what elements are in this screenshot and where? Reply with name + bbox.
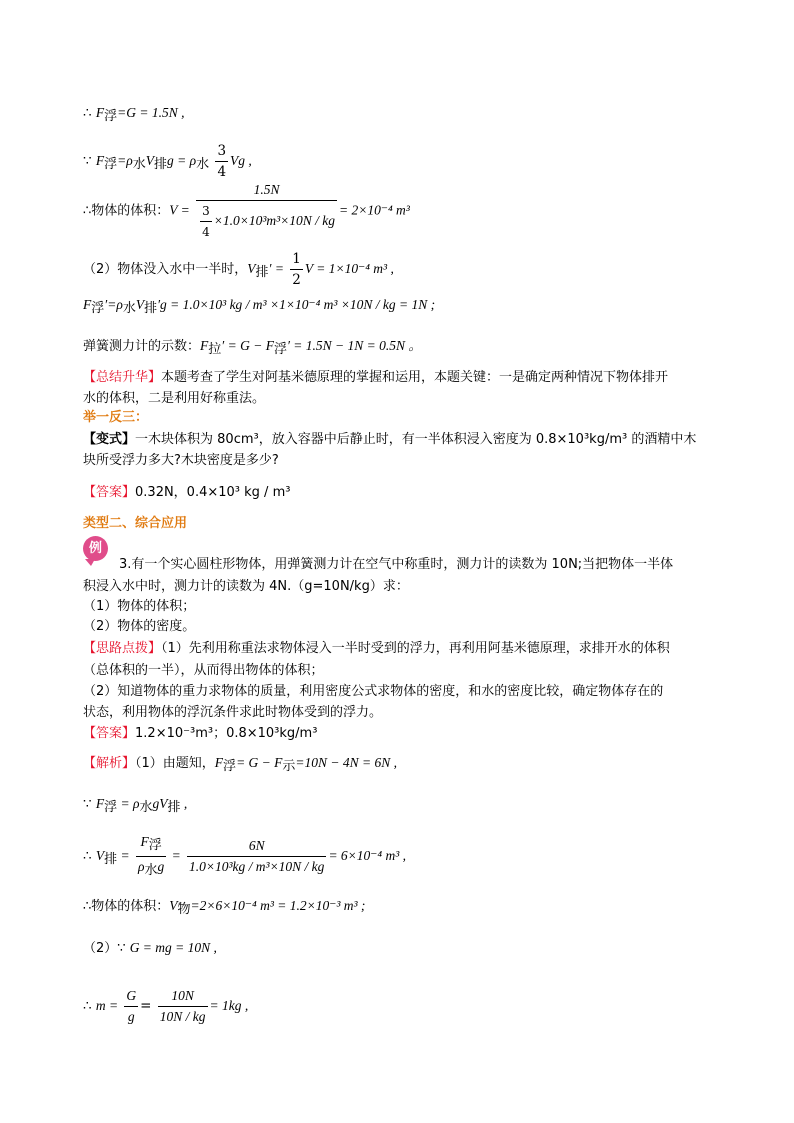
subscript: 浮 — [104, 109, 118, 124]
equation-text: V = — [169, 202, 190, 218]
answer-text: 1.2×10⁻³m³；0.8×10³kg/m³ — [135, 726, 318, 741]
label-text: （2）∵ — [83, 941, 130, 956]
hint-line-2: （总体积的一半），从而得出物体的体积； — [83, 663, 324, 678]
subscript: 排 — [167, 800, 181, 815]
answer-label: 【答案】 — [83, 485, 136, 500]
summary-text: 水的体积，二是利用好称重法。 — [83, 391, 266, 406]
fraction-denominator: 2 — [290, 269, 303, 289]
equation-text: =2×6×10⁻⁴ m³ = 1.2×10⁻³ m³ ; — [190, 898, 366, 913]
question-part-1: （1）物体的体积； — [83, 599, 196, 614]
equation-weight — [83, 939, 217, 958]
therefore-symbol: ∴ — [83, 105, 96, 121]
subscript: 水 — [132, 157, 146, 172]
label-text: 弹簧测力计的示数： — [83, 339, 201, 354]
equation-text: = 2×10⁻⁴ m³ — [339, 202, 410, 218]
hint-line-3: （2）知道物体的重力求物体的质量，利用密度公式求物体的密度，和水的密度比较，确定物体存在的 — [83, 684, 664, 699]
equation-text: V = 1×10⁻⁴ m³ , — [304, 261, 394, 276]
equation-volume — [83, 181, 410, 241]
answer-label: 【答案】 — [83, 726, 136, 741]
equation-text: ′ = — [268, 261, 284, 276]
question-text: 3.有一个实心圆柱形物体，用弹簧测力计在空气中称重时，测力计的读数为 10N;当把物体一半体 — [119, 557, 674, 572]
therefore-symbol: ∴ — [83, 998, 96, 1014]
summary-line-1 — [83, 369, 668, 387]
label-text: （2）物体没入水中一半时， — [83, 262, 248, 277]
equation-half-volume — [83, 250, 394, 289]
equation-archimedes — [83, 142, 252, 181]
force-symbol: F — [200, 338, 209, 353]
subscript: 浮 — [104, 157, 118, 172]
question-line-2 — [83, 578, 409, 596]
fraction — [136, 833, 166, 880]
denominator-text: ×1.0×10³m³×10N / kg — [213, 213, 336, 228]
equation-archimedes-2 — [83, 795, 187, 817]
equation-text: , — [180, 796, 188, 811]
subscript: 物 — [177, 902, 191, 917]
fraction-denominator: 1.0×10³kg / m³×10N / kg — [187, 856, 326, 876]
equation-object-volume — [83, 897, 365, 919]
analysis-label: 【解析】 — [83, 756, 136, 771]
example-badge-icon: 例 — [83, 536, 108, 561]
subscript: 浮 — [273, 342, 287, 357]
equation-text: G = mg = 10N , — [129, 940, 217, 955]
subscript: 示 — [282, 759, 296, 774]
subscript: 水 — [196, 157, 210, 172]
equation-text: ′ = 1.5N − 1N = 0.5N 。 — [286, 338, 422, 353]
subscript: 拉 — [208, 342, 222, 357]
label-text: ∴物体的体积： — [83, 203, 170, 219]
equation-mass: ∴ m = $\frac{G}{g}$ = $\frac{10N}{10N / kg}$ = 1kg , — [83, 988, 249, 1024]
subscript: 水 — [122, 301, 136, 316]
fraction-numerator — [136, 833, 166, 856]
equation-displaced-volume — [83, 833, 406, 880]
subscript: 排 — [144, 301, 158, 316]
equation-text: g = ρ — [167, 153, 197, 168]
equation-text: V — [145, 153, 155, 168]
analysis-text: （1）由题知， — [135, 756, 215, 771]
equation-text: Vg , — [230, 153, 252, 168]
subscript: 水 — [139, 800, 153, 815]
fraction — [124, 987, 138, 1026]
because-symbol: ∵ — [83, 153, 96, 169]
answer-1 — [83, 484, 290, 502]
type-heading: 类型二、综合应用 — [83, 516, 188, 531]
equation-text: = ρ — [117, 796, 140, 811]
fraction-numerator: 6N — [248, 838, 265, 853]
force-symbol: F — [95, 796, 105, 811]
subscript: 排 — [154, 157, 168, 172]
equation-text: V — [247, 261, 256, 276]
equation-text: V — [135, 297, 145, 312]
label-text: ∴物体的体积： — [83, 899, 170, 914]
equation-text: m = — [95, 998, 119, 1013]
fraction-numerator: 3 — [217, 143, 227, 159]
subscript: 浮 — [223, 759, 237, 774]
equation-text: = 6×10⁻⁴ m³ , — [328, 848, 407, 863]
subscript: 浮 — [91, 301, 105, 316]
equation-text: = — [168, 848, 181, 863]
subscript: 排 — [104, 852, 118, 867]
fraction-numerator: 1.5N — [253, 182, 280, 197]
inner-numerator: 3 — [202, 204, 210, 218]
because-symbol: ∵ — [83, 796, 96, 812]
question-line-1 — [83, 556, 673, 574]
summary-label: 【总结升华】 — [83, 370, 162, 385]
equation-buoyancy-equals-weight — [83, 104, 185, 126]
subscript: 排 — [255, 265, 269, 280]
fraction — [158, 987, 208, 1026]
subscript: 浮 — [148, 838, 162, 853]
equation-spring-reading — [83, 337, 422, 359]
fraction-numerator: 1 — [292, 251, 301, 267]
summary-line-2 — [83, 390, 265, 408]
equation-text: = 1kg , — [209, 998, 249, 1013]
example-heading: 举一反三： — [83, 410, 149, 425]
equation-text: =G = 1.5N , — [117, 105, 185, 120]
force-symbol: F — [83, 297, 92, 312]
equation-text: ′g = 1.0×10³ kg / m³ ×1×10⁻⁴ m³ ×10N / kg = 1N ; — [157, 297, 436, 312]
inner-denominator: 4 — [200, 221, 212, 241]
hint-text: （1）先利用称重法求物体浸入一半时受到的浮力，再利用阿基米德原理，求排开水的体积 — [161, 641, 670, 656]
equation-text: = G − F — [236, 755, 283, 770]
denominator-text: g — [157, 859, 165, 874]
answer-2 — [83, 725, 317, 743]
variant-text: 块所受浮力多大?木块密度是多少? — [83, 453, 279, 468]
fraction-denominator: 4 — [215, 161, 228, 181]
fraction — [187, 837, 326, 876]
force-symbol: F — [95, 153, 105, 168]
fraction — [290, 250, 303, 289]
question-text: 积浸入水中时，测力计的读数为 4N.（g=10N/kg）求： — [83, 579, 409, 594]
equation-text: gV — [152, 796, 168, 811]
fraction-denominator — [196, 200, 337, 241]
fraction-denominator — [136, 856, 166, 880]
equation-text: ′=ρ — [104, 297, 123, 312]
variant-line-2 — [83, 452, 279, 470]
hint-line-4: 状态，利用物体的浮沉条件求此时物体受到的浮力。 — [83, 705, 383, 720]
fraction-denominator: g — [124, 1006, 138, 1026]
hint-line-1 — [83, 640, 670, 658]
force-symbol: F — [214, 755, 224, 770]
variant-line-1 — [83, 431, 696, 449]
fraction-numerator: G — [126, 988, 137, 1003]
analysis-line — [83, 754, 397, 776]
numerator-text: F — [140, 834, 149, 849]
answer-text: 0.32N，0.4×10³ kg / m³ — [135, 485, 291, 500]
fraction-numerator: 10N — [171, 988, 194, 1003]
denominator-text: ρ — [137, 859, 145, 874]
inner-fraction — [200, 202, 212, 241]
subscript: 浮 — [104, 800, 118, 815]
subscript: 水 — [144, 863, 158, 878]
equation-text: ′ = G − F — [221, 338, 274, 353]
equation-text: =10N − 4N = 6N , — [295, 755, 398, 770]
force-symbol: F — [95, 105, 105, 120]
fraction — [215, 142, 228, 181]
equation-text: =ρ — [117, 153, 133, 168]
equation-text: V — [169, 898, 178, 913]
therefore-symbol: ∴ — [83, 848, 96, 864]
equation-text: = — [117, 848, 130, 863]
variant-label: 【变式】 — [83, 432, 136, 447]
question-part-2: （2）物体的密度。 — [83, 619, 196, 634]
equation-text: V — [95, 848, 105, 863]
equation-buoyancy-half — [83, 296, 435, 318]
fraction — [196, 181, 337, 241]
summary-text: 本题考查了学生对阿基米德原理的掌握和运用，本题关键：一是确定两种情况下物体排开 — [161, 370, 669, 385]
fraction-denominator: 10N / kg — [158, 1006, 208, 1026]
variant-text: 一木块体积为 80cm³，放入容器中后静止时，有一半体积浸入密度为 0.8×10³kg/m³ 的酒精中木 — [135, 432, 697, 447]
hint-label: 【思路点拨】 — [83, 641, 162, 656]
